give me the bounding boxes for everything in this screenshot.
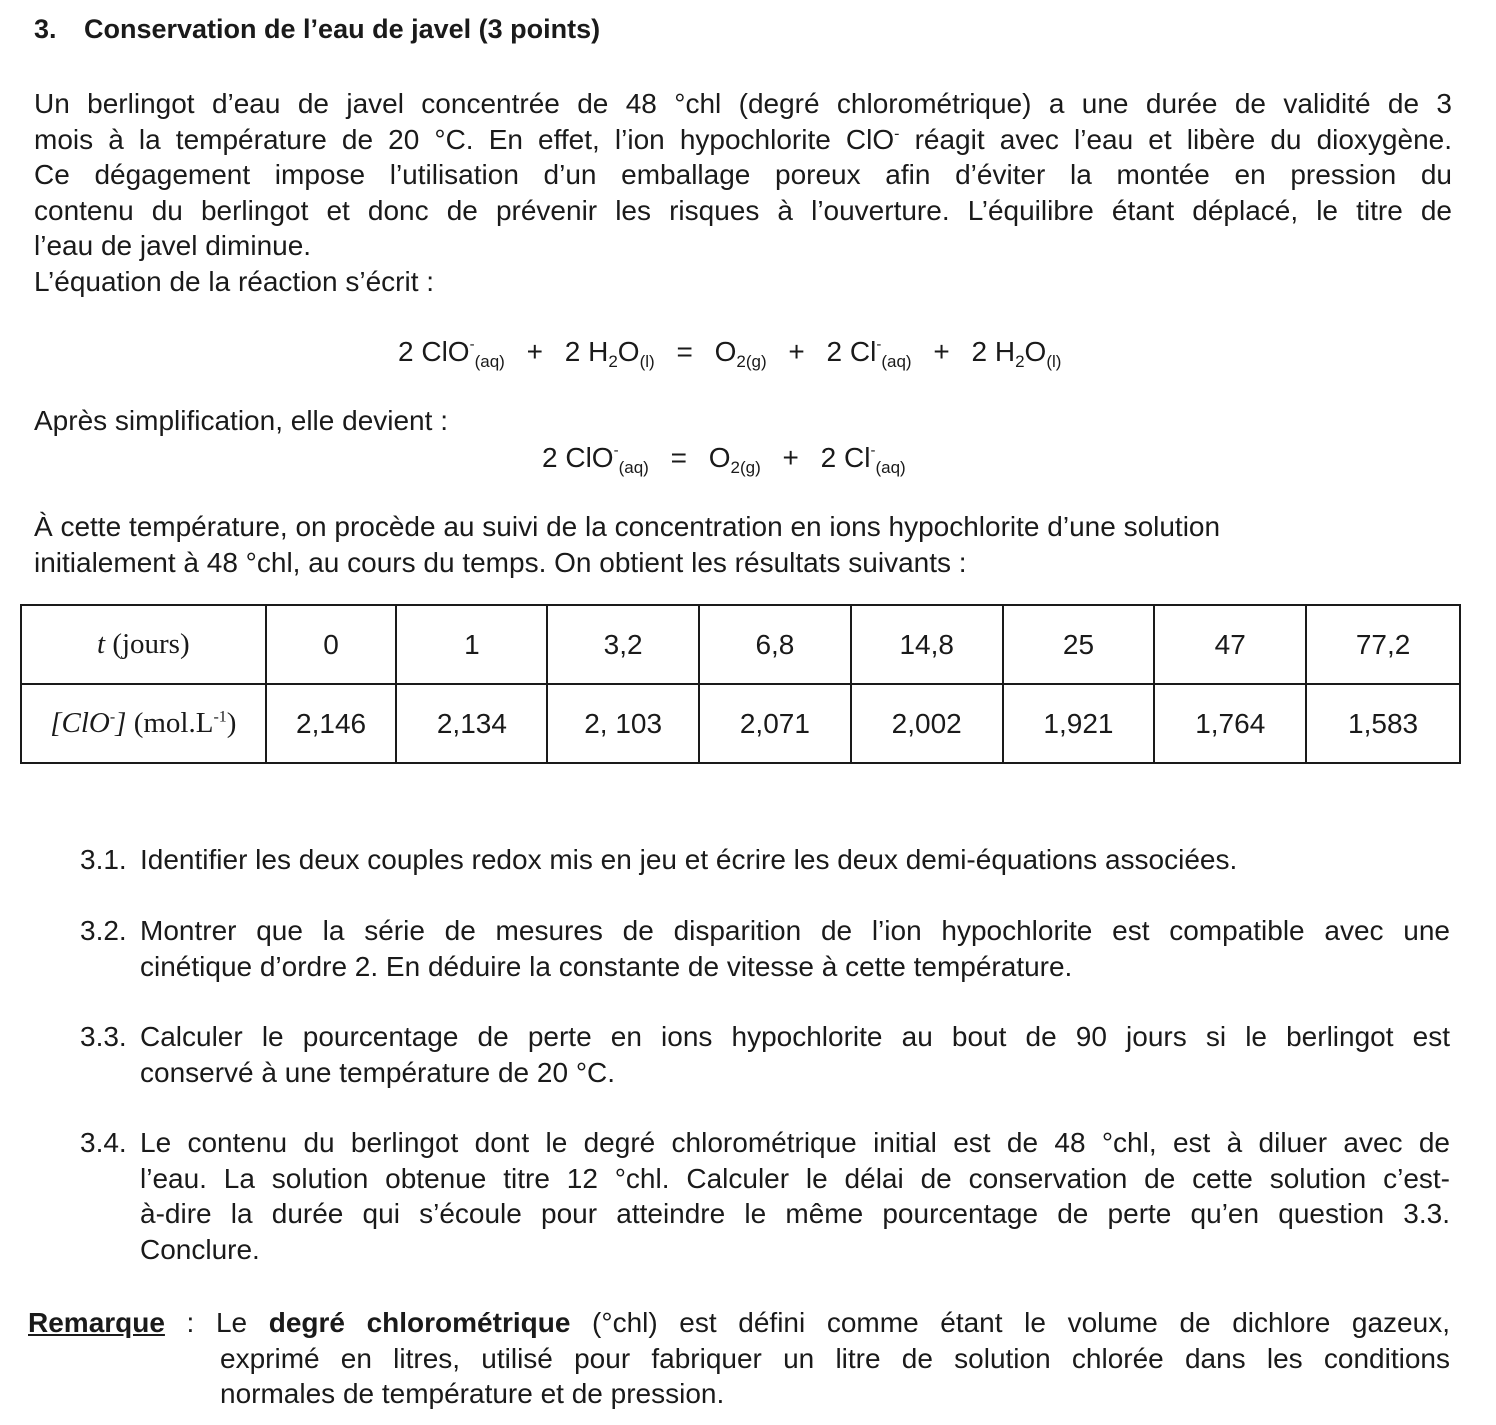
intro-paragraph (34, 86, 1452, 299)
intro-line-4: contenu du berlingot et donc de prévenir les risques à l’ouverture. L’équilibre étant déplacé, le titre de (34, 194, 1452, 226)
simplification-text: Après simplification, elle devient : (34, 405, 448, 436)
table-cell: 0 (266, 605, 397, 684)
table-cell: 3,2 (547, 605, 699, 684)
remark-line-3: normales de température et de pression. (220, 1378, 725, 1409)
table-cell: 6,8 (699, 605, 851, 684)
remark-line-2: exprimé en litres, utilisé pour fabriquer un litre de solution chlorée dans les conditions (220, 1342, 1450, 1374)
measurement-line-1: À cette température, on procède au suivi de la concentration en ions hypochlorite d’une solution (34, 511, 1221, 542)
section-title-text: Conservation de l’eau de javel (3 points) (84, 14, 601, 44)
table-cell: 25 (1003, 605, 1155, 684)
question-line: conservé à une température de 20 °C. (140, 1056, 616, 1088)
table-cell: 2, 103 (547, 684, 699, 763)
remark-block (28, 1305, 1450, 1412)
concentration-table (20, 604, 1461, 764)
intro-line-5: l’eau de javel diminue. (34, 230, 312, 261)
question-3-2 (80, 913, 1450, 984)
question-line: Calculer le pourcentage de perte en ions hypochlorite au bout de 90 jours si le berlingot est (140, 1021, 1450, 1052)
section-number: 3. (34, 14, 57, 44)
table-cell: 14,8 (851, 605, 1003, 684)
section-title (34, 12, 600, 48)
question-3-1 (80, 842, 1450, 878)
measurement-text (34, 509, 1220, 580)
concentration-header: [ClO-] $(mol.L^{-1})$ (21, 684, 266, 763)
reaction-equation-simplified: 2 $ClO^-_{(aq)} = O_{2(g)} + 2$ $Cl^-_{(aq)}$ (542, 442, 906, 477)
question-line: l’eau. La solution obtenue titre 12 °chl. Calculer le délai de conservation de cette solution c’est- (140, 1162, 1450, 1194)
equation-intro-text: L’équation de la réaction s’écrit : (34, 265, 435, 297)
time-header: t (jours) (21, 605, 266, 684)
table-cell: 1,764 (1154, 684, 1306, 763)
table-row-time (21, 605, 1460, 684)
table-cell: 2,146 (266, 684, 397, 763)
table-row-concentration (21, 684, 1460, 763)
question-line: cinétique d’ordre 2. En déduire la constante de vitesse à cette température. (140, 950, 1073, 982)
intro-line-1: Un berlingot d’eau de javel concentrée de 48 °chl (degré chlorométrique) a une durée de validité de 3 (34, 88, 1452, 119)
question-number: 3.3. (80, 1021, 127, 1052)
table-cell: 1,921 (1003, 684, 1155, 763)
remark-line-1: Remarque : Le degré chlorométrique (°chl) est défini comme étant le volume de dichlore gazeux, (28, 1307, 1450, 1338)
table-cell: 1,583 (1306, 684, 1460, 763)
question-number: 3.2. (80, 915, 127, 946)
question-line: Identifier les deux couples redox mis en jeu et écrire les deux demi-équations associées. (140, 844, 1238, 875)
table-cell: 47 (1154, 605, 1306, 684)
question-number: 3.4. (80, 1127, 127, 1158)
question-line: Conclure. (140, 1233, 260, 1265)
question-line: à-dire la durée qui s’écoule pour atteindre le même pourcentage de perte qu’en question 3.3. (140, 1198, 1450, 1229)
question-number: 3.1. (80, 844, 127, 875)
table-cell: 77,2 (1306, 605, 1460, 684)
table-cell: 2,134 (396, 684, 547, 763)
table-cell: 1 (396, 605, 547, 684)
reaction-equation-full: 2 ClO-$_{(aq)}$ + 2 $H_2O_{(l)} = O_{2(g)} + 2$ $Cl^-_{(aq)} + 2$ $H_2O_{(l)}$ (398, 336, 1062, 371)
question-3-4 (80, 1125, 1450, 1267)
question-line: Montrer que la série de mesures de disparition de l’ion hypochlorite est compatible avec une (140, 915, 1450, 946)
table-cell: 2,002 (851, 684, 1003, 763)
intro-line-3: Ce dégagement impose l’utilisation d’un emballage poreux afin d’éviter la montée en pression du (34, 159, 1452, 190)
measurement-line-2: initialement à 48 °chl, au cours du temps. On obtient les résultats suivants : (34, 546, 967, 578)
table-cell: 2,071 (699, 684, 851, 763)
intro-line-2: mois à la température de 20 °C. En effet, l’ion hypochlorite ClO- réagit avec l’eau et libère du dioxygène. (34, 123, 1453, 155)
question-3-3 (80, 1019, 1450, 1090)
remark-label: Remarque (28, 1307, 165, 1338)
question-line: Le contenu du berlingot dont le degré chlorométrique initial est de 48 °chl, est à diluer avec de (140, 1127, 1450, 1158)
